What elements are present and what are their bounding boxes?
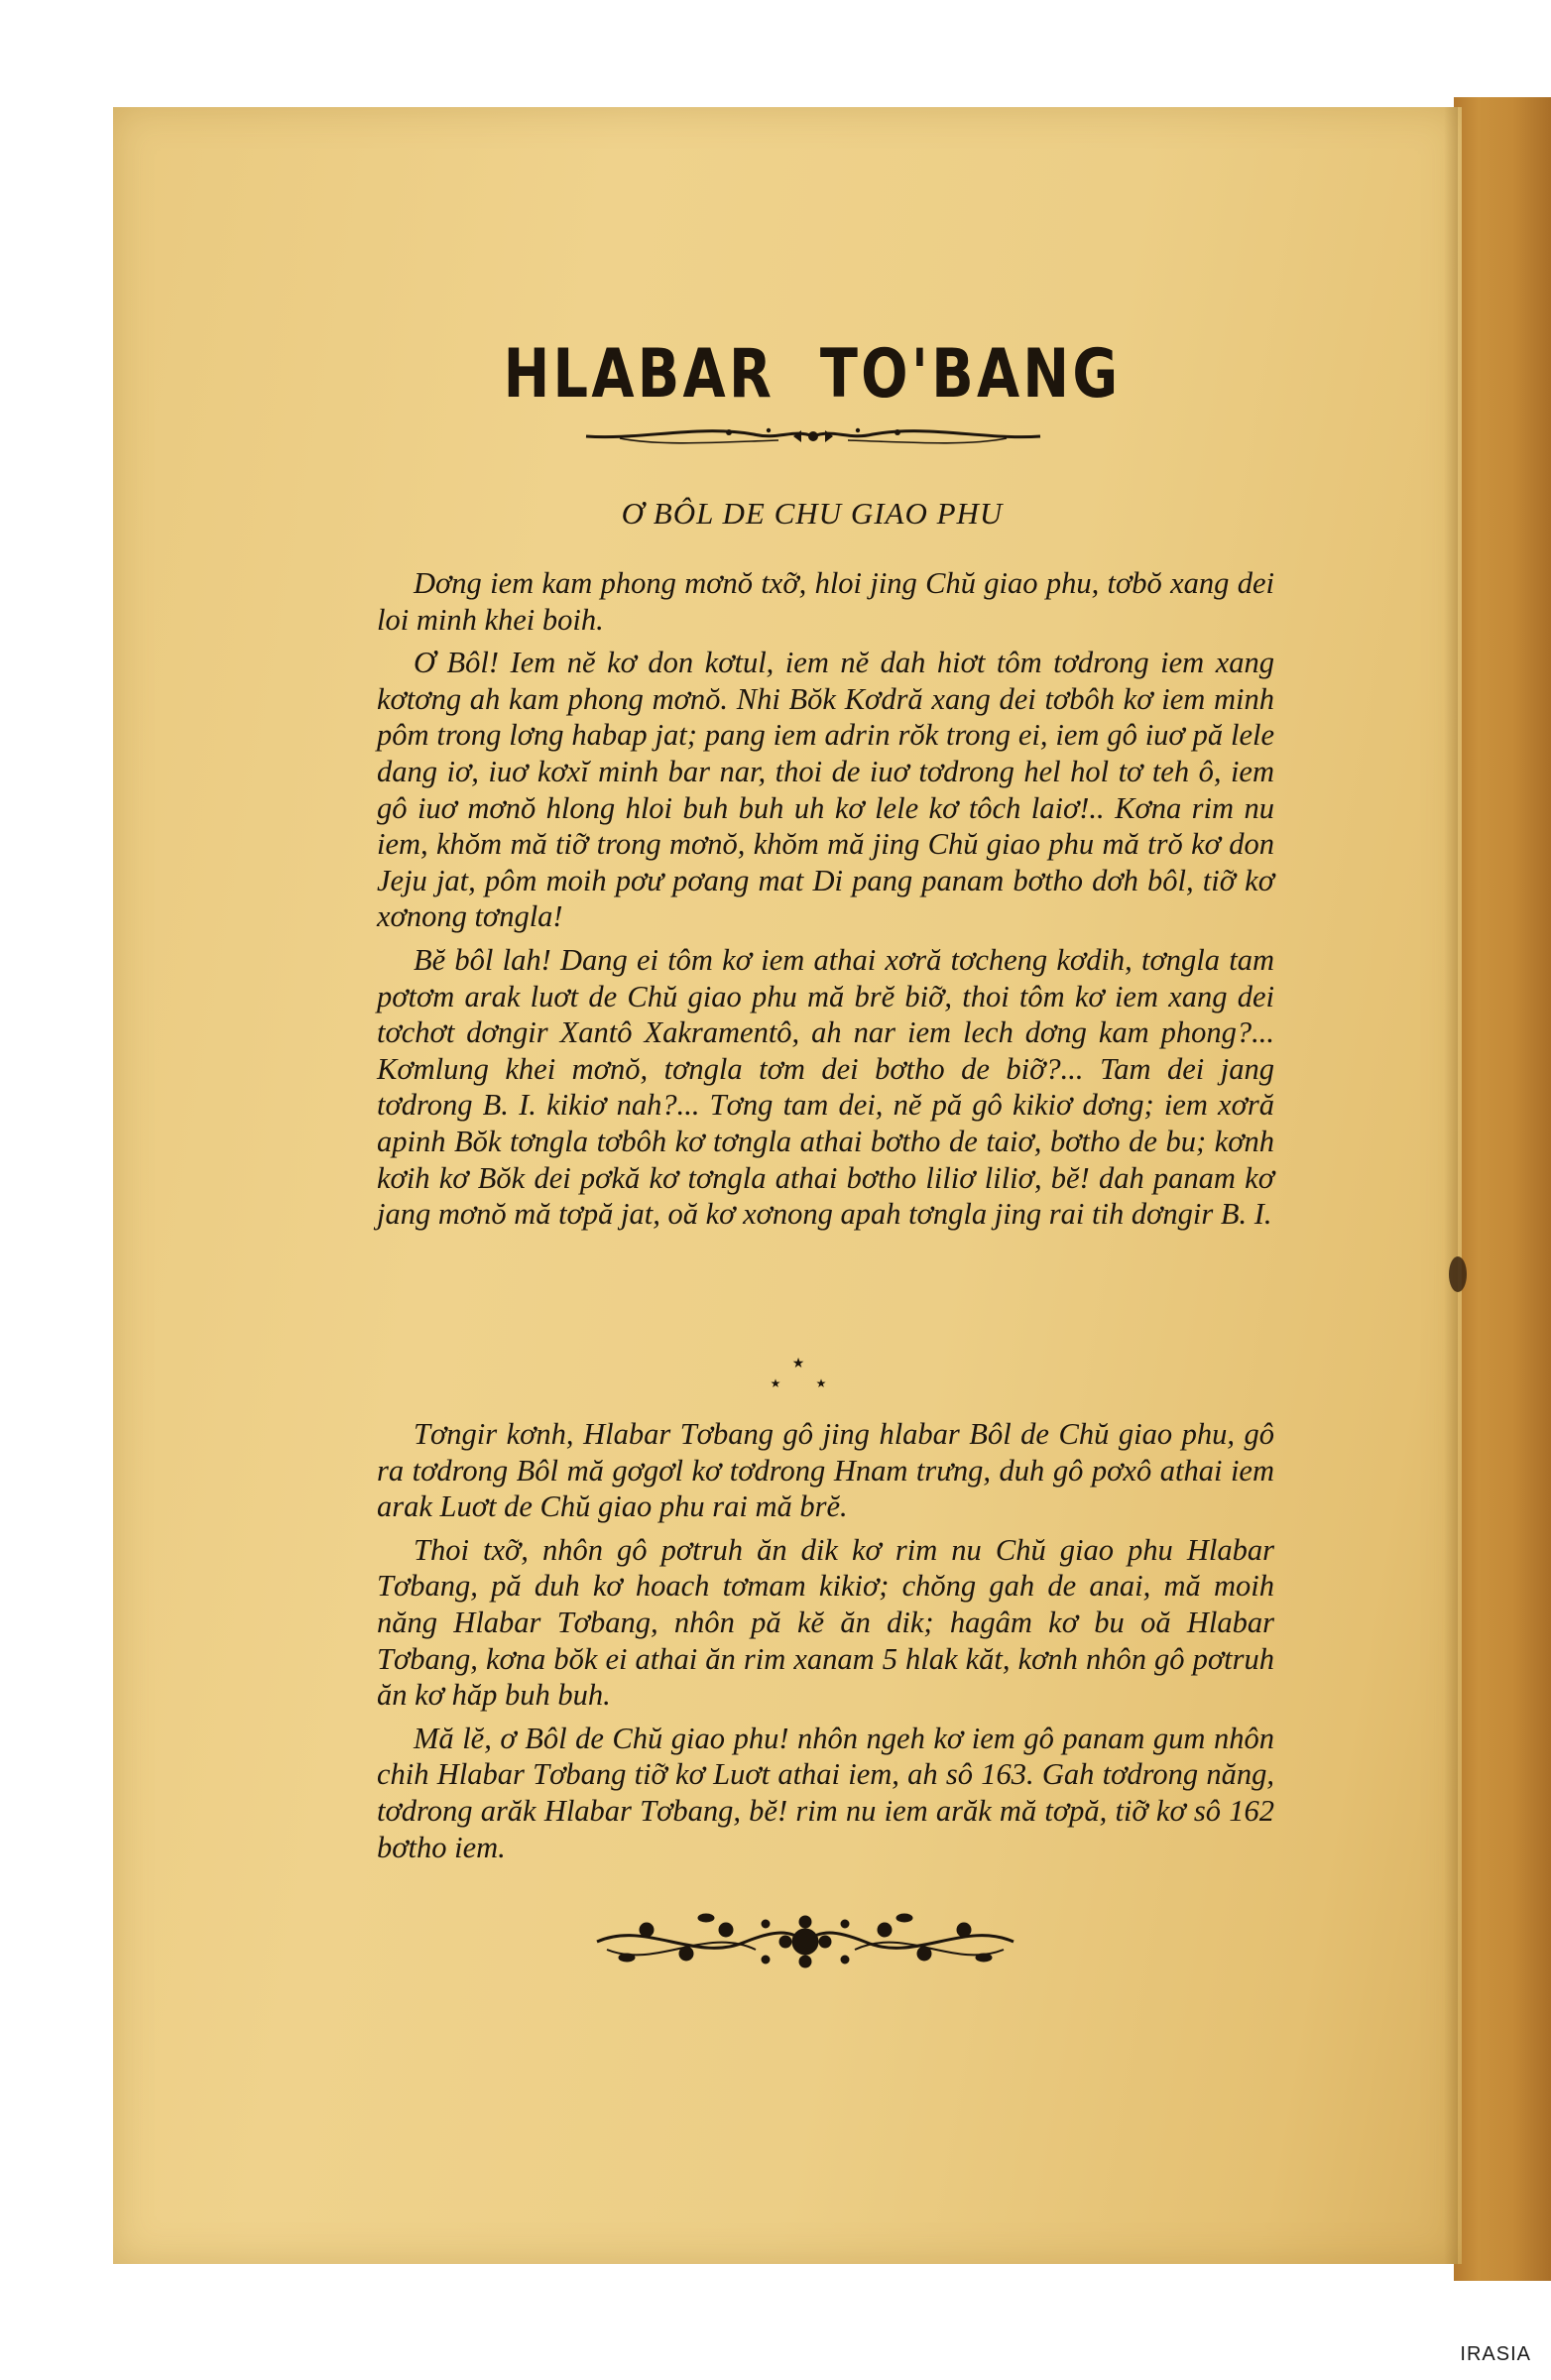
section-1-body bbox=[377, 565, 1274, 1240]
ink-stain bbox=[1444, 1251, 1474, 1297]
svg-text:★: ★ bbox=[770, 1376, 781, 1390]
page-fold-shadow bbox=[1444, 107, 1458, 2264]
paragraph: Bĕ bôl lah! Dang ei tôm kơ iem athai xơră tơcheng kơdih, tơngla tam pơtơm arak luơt de Chŭ giao phu mă brĕ biỡ, thoi tôm kơ iem xang dei tơchơt dơngir Xantô Xakramentô, ah nar iem lech dơng kam phong?... Kơmlung khei mơnŏ, tơngla tơm dei bơtho de biỡ?... Tam dei jang tơdrong B. I. kikiơ nah?... Tơng tam dei, nĕ pă gô kikiơ dơng; iem xơră apinh Bŏk tơngla tơbôh kơ tơngla athai bơtho de taiơ, bơtho de bu; kơnh kơih kơ Bŏk dei pơkă kơ tơngla athai bơtho liliơ liliơ, bĕ! dah panam kơ jang mơnŏ mă tơpă jat, oă kơ xơnong apah tơngla jing rai tih dơngir B. I. bbox=[377, 942, 1274, 1232]
section-divider-stars bbox=[754, 1354, 843, 1393]
section-2-body bbox=[377, 1416, 1274, 1872]
paragraph: Ơ Bôl! Iem nĕ kơ don kơtul, iem nĕ dah hiơt tôm tơdrong iem xang kơtơng ah kam phong mơnŏ. Nhi Bŏk Kơdră xang dei tơbôh kơ iem minh pôm trong lơng habap jat; pang iem adrin rŏk trong ei, iem gô iuơ pă lele dang iơ, iuơ kơxĭ minh bar nar, thoi de iuơ tơdrong hel hol tơ teh ô, iem gô iuơ mơnŏ hlong hloi buh buh uh kơ lele kơ tôch laiơ!.. Kơna rim nu iem, khŏm mă tiỡ trong mơnŏ, khŏm mă jing Chŭ giao phu mă trŏ kơ don Jeju jat, pôm moih pơư pơang mat Di pang panam bơtho dơh bôl, tiỡ kơ xơnong tơngla! bbox=[377, 646, 1274, 934]
page-title: HLABAR TO'BANG bbox=[503, 335, 1122, 414]
title-ornament-flourish bbox=[580, 418, 1046, 454]
archive-watermark: IRASIA bbox=[1460, 2343, 1531, 2365]
floral-ornament bbox=[587, 1900, 1023, 1983]
paragraph: Mă lĕ, ơ Bôl de Chŭ giao phu! nhôn ngeh kơ iem gô panam gum nhôn chih Hlabar Tơbang tiỡ kơ Luơt athai iem, ah sô 163. Gah tơdrong năng, tơdrong arăk Hlabar Tơbang, bĕ! rim nu iem arăk mă tơpă, tiỡ kơ sô 162 bơtho iem. bbox=[377, 1721, 1274, 1864]
svg-text:★: ★ bbox=[815, 1376, 827, 1390]
svg-text:★: ★ bbox=[791, 1356, 805, 1371]
paragraph: Tơngir kơnh, Hlabar Tơbang gô jing hlabar Bôl de Chŭ giao phu, gô ra tơdrong Bôl mă gơgơl kơ tơdrong Hnam trưng, duh gô pơxô athai iem arak Luơt de Chŭ giao phu rai mă brĕ. bbox=[377, 1417, 1274, 1524]
page-subtitle: Ơ BÔL DE CHU GIAO PHU bbox=[621, 496, 1004, 531]
paragraph: Dơng iem kam phong mơnŏ txỡ, hloi jing Chŭ giao phu, tơbŏ xang dei loi minh khei boih. bbox=[377, 566, 1274, 637]
paragraph: Thoi txỡ, nhôn gô pơtruh ăn dik kơ rim nu Chŭ giao phu Hlabar Tơbang, pă duh kơ hoach tơmam kikiơ; chŏng gah de anai, mă moih năng Hlabar Tơbang, nhôn pă kĕ ăn dik; hagâm kơ bu oă Hlabar Tơbang, kơna bŏk ei athai ăn rim xanam 5 hlak kăt, kơnh nhôn gô pơtruh ăn kơ hăp buh buh. bbox=[377, 1532, 1274, 1713]
folded-spine-edge bbox=[1454, 97, 1551, 2281]
